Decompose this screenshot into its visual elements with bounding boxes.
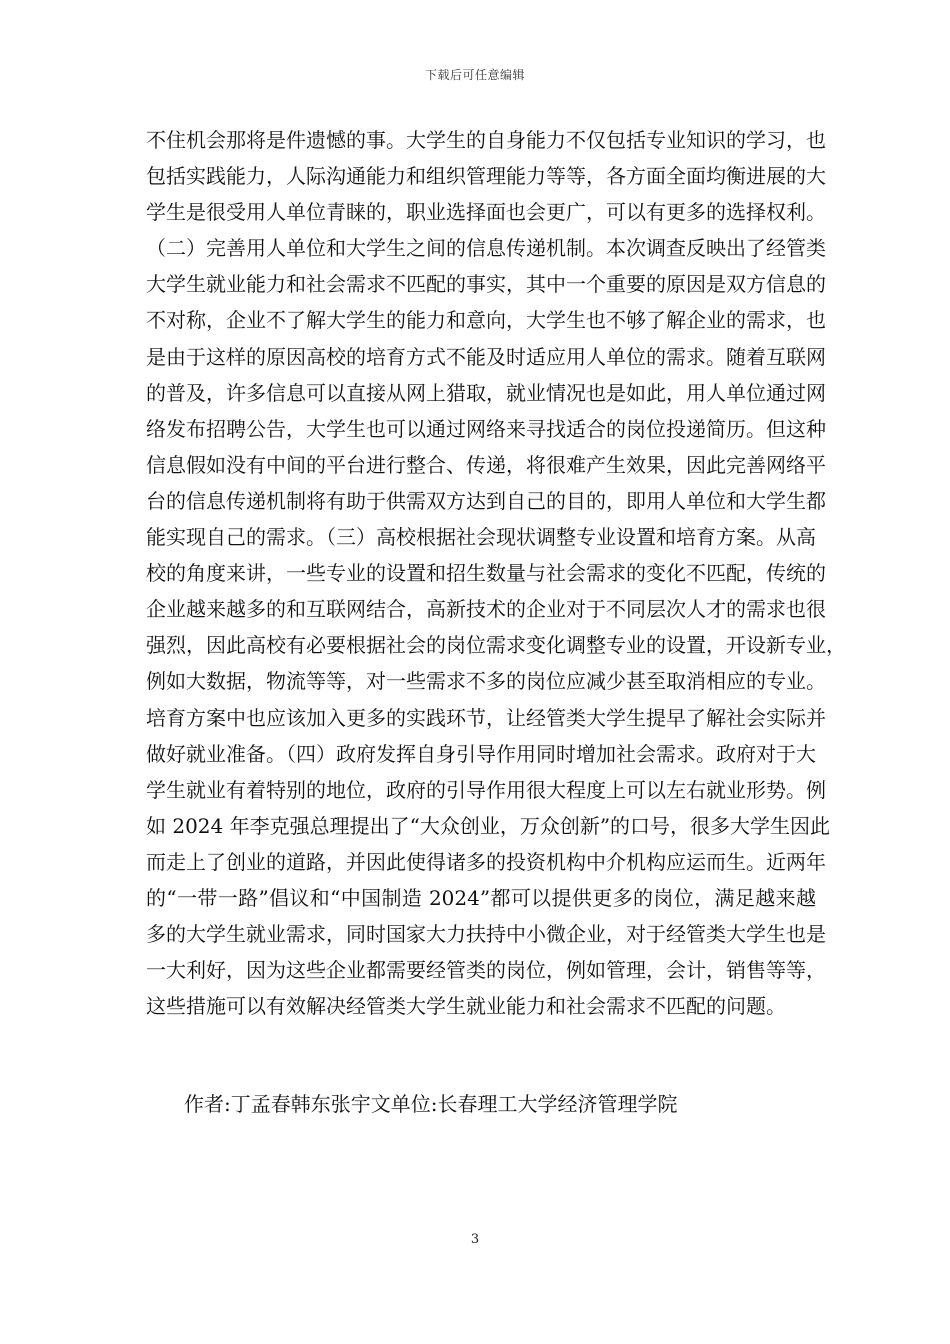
text-line: 培育方案中也应该加入更多的实践环节，让经管类大学生提早了解社会实际并: [146, 705, 826, 730]
text-line: 信息假如没有中间的平台进行整合、传递，将很难产生效果，因此完善网络平: [146, 452, 826, 477]
text-line: 这些措施可以有效解决经管类大学生就业能力和社会需求不匹配的问题。: [146, 994, 786, 1019]
text-line: 企业越来越多的和互联网结合，高新技术的企业对于不同层次人才的需求也很: [146, 597, 826, 622]
author-line: 作者:丁孟春韩东张宇文单位:长春理工大学经济管理学院: [184, 1092, 678, 1116]
text-line: 如 2024 年李克强总理提出了“大众创业，万众创新”的口号，很多大学生因此: [146, 813, 831, 838]
text-line: 不对称，企业不了解大学生的能力和意向，大学生也不够了解企业的需求，也: [146, 308, 826, 333]
page-header: 下载后可任意编辑: [424, 68, 525, 82]
text-line: 大学生就业能力和社会需求不匹配的事实，其中一个重要的原因是双方信息的: [146, 272, 826, 297]
text-line: 包括实践能力，人际沟通能力和组织管理能力等等，各方面全面均衡进展的大: [146, 164, 826, 189]
body-paragraph: [146, 122, 846, 1024]
text-line: 校的角度来讲，一些专业的设置和招生数量与社会需求的变化不匹配，传统的: [146, 561, 826, 586]
text-line: 能实现自己的需求。（三）高校根据社会现状调整专业设置和培育方案。从高: [146, 525, 816, 550]
text-line: 的“一带一路”倡议和“中国制造 2024”都可以提供更多的岗位，满足越来越: [146, 885, 816, 910]
text-line: 的普及，许多信息可以直接从网上猎取，就业情况也是如此，用人单位通过网: [146, 380, 826, 405]
text-line: 络发布招聘公告，大学生也可以通过网络来寻找适合的岗位投递简历。但这种: [146, 416, 826, 441]
text-line: 而走上了创业的道路，并因此使得诸多的投资机构中介机构应运而生。近两年: [146, 849, 826, 874]
text-line: 强烈，因此高校有必要根据社会的岗位需求变化调整专业的设置，开设新专业，: [146, 633, 846, 658]
text-line: （二）完善用人单位和大学生之间的信息传递机制。本次调查反映出了经管类: [146, 236, 826, 261]
text-line: 学生就业有着特别的地位，政府的引导作用很大程度上可以左右就业形势。例: [146, 777, 826, 802]
text-line: 台的信息传递机制将有助于供需双方达到自己的目的，即用人单位和大学生都: [146, 488, 826, 513]
text-line: 不住机会那将是件遗憾的事。大学生的自身能力不仅包括专业知识的学习，也: [146, 128, 826, 152]
text-line: 是由于这样的原因高校的培育方式不能及时适应用人单位的需求。随着互联网: [146, 344, 826, 369]
text-line: 例如大数据，物流等等，对一些需求不多的岗位应减少甚至取消相应的专业。: [146, 669, 826, 694]
text-line: 学生是很受用人单位青睐的，职业选择面也会更广，可以有更多的选择权利。: [146, 200, 826, 225]
text-line: 多的大学生就业需求，同时国家大力扶持中小微企业，对于经管类大学生也是: [146, 922, 826, 947]
page-number: 3: [470, 1232, 480, 1247]
text-line: 一大利好，因为这些企业都需要经管类的岗位，例如管理，会计，销售等等，: [146, 958, 826, 983]
text-line: 做好就业准备。（四）政府发挥自身引导作用同时增加社会需求。政府对于大: [146, 741, 816, 766]
